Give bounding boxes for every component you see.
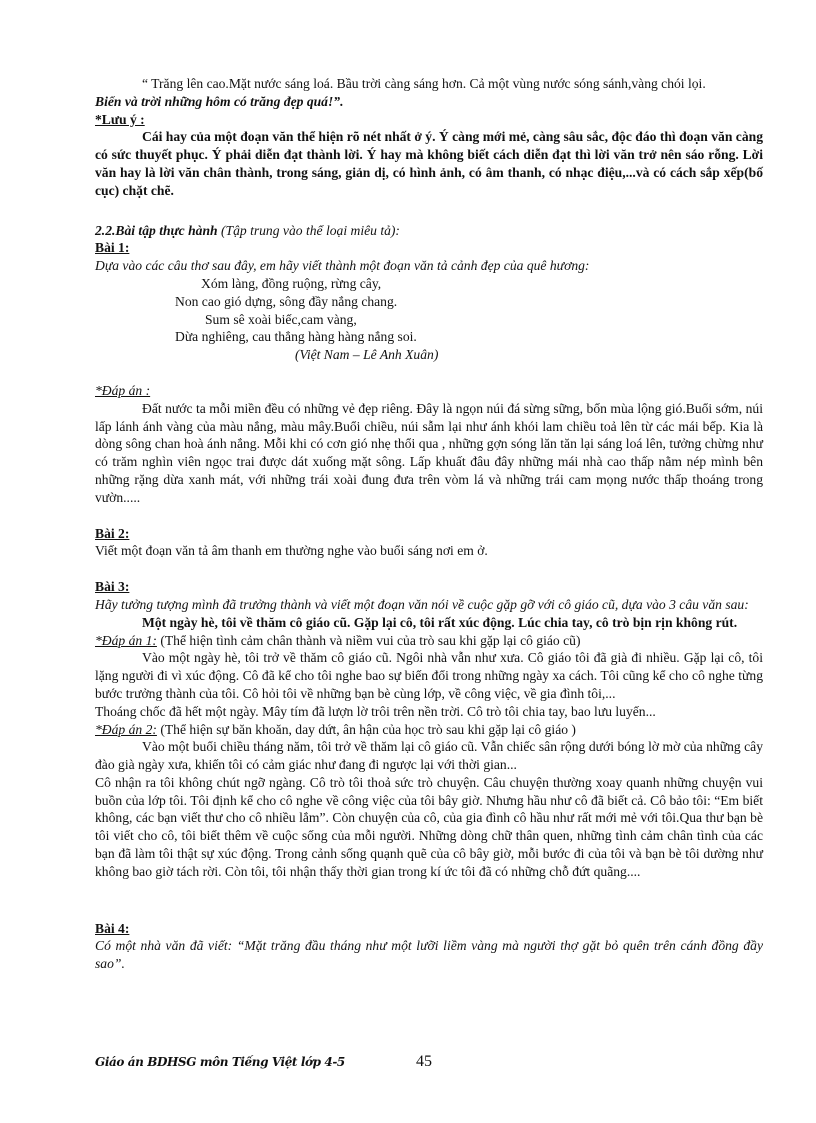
answer1-note: (Thể hiện tình cảm chân thành và niềm vui của trò sau khi gặp lại cô giáo cũ) bbox=[156, 632, 581, 648]
exercise4-label: Bài 4: bbox=[95, 920, 130, 936]
footer-title: Giáo án BDHSG môn Tiếng Việt lớp 4-5 bbox=[95, 1055, 345, 1069]
answer1-paragraph: Vào một ngày hè, tôi trở về thăm cô giáo cũ. Ngôi nhà vẫn như xưa. Cô giáo tôi đã già đi nhiều. Gặp lại cô, tôi lặng người đi vì xúc động. Cô đã kể cho tôi nghe bao sự biến đổi trong những ngày xa cách. Tôi cũng kể cho cô nghe từng bước trưởng thành của tôi. Cô hỏi tôi về những bạn bè cùng lớp, về công việc, về gia đình tôi,... bbox=[95, 650, 763, 701]
page-footer bbox=[0, 1050, 816, 1078]
exercise3-answer1-heading bbox=[95, 632, 763, 650]
exercise3-label: Bài 3: bbox=[95, 579, 130, 595]
poem-line: Xóm làng, đồng ruộng, rừng cây, bbox=[201, 275, 382, 291]
exercise1-prompt: Dựa vào các câu thơ sau đây, em hãy viết thành một đoạn văn tả cảnh đẹp của quê hương: bbox=[95, 258, 590, 274]
intro-quote: “ Trăng lên cao.Mặt nước sáng loá. Bầu trời càng sáng hơn. Cả một vùng nước sóng sánh,vàng chói lọi. bbox=[142, 76, 706, 91]
section-heading bbox=[95, 222, 763, 240]
exercise3-answer2-heading bbox=[95, 721, 763, 739]
answer1-paragraph: Thoáng chốc đã hết một ngày. Mây tím đã lượn lờ trôi trên nền trời. Cô trò tôi chia tay, bao lưu luyến... bbox=[95, 703, 656, 719]
answer2-note: (Thể hiện sự băn khoăn, day dứt, ân hận của học trò sau khi gặp lại cô giáo ) bbox=[156, 721, 576, 737]
poem-source: (Việt Nam – Lê Anh Xuân) bbox=[295, 347, 439, 363]
note-label: *Lưu ý : bbox=[95, 111, 145, 127]
exercise1-poem bbox=[95, 275, 763, 364]
poem-line: Sum sê xoài biếc,cam vàng, bbox=[205, 311, 357, 327]
answer2-paragraph: Cô nhận ra tôi không chút ngỡ ngàng. Cô trò tôi thoả sức trò chuyện. Câu chuyện thường xoay quanh những chuyện vui buồn của lớp tôi. Tôi định kể cho cô nghe về công việc của tôi bây giờ. Nhưng hầu như cô đã biết cả. Cô bảo tôi: “Em biết không, các bạn viết thư cho cô nhiều lắm”. Còn chuyện của cô, của gia đình cô hầu như rất mới mẻ với tôi.Qua thư bạn bè tôi viết cho cô, tôi biết thêm về cuộc sống của mỗi người. Những dòng chữ thân quen, những tình cảm chân tình của các bạn đã làm tôi thật sự xúc động. Trong cảnh sống quạnh quẽ của cô bây giờ, mỗi bước đi của tôi và bạn bè tôi dường như không bao giờ tách rời. Còn tôi, tôi nhận thấy thời gian trong kí ức tôi đã có những chỗ đứt quãng.... bbox=[95, 774, 763, 879]
exercise3-prompt: Hãy tưởng tượng mình đã trưởng thành và viết một đoạn văn nói về cuộc gặp gỡ với cô giáo cũ, dựa vào 3 câu văn sau: bbox=[95, 596, 749, 612]
answer2-paragraph: Vào một buổi chiều tháng năm, tôi trở về thăm lại cô giáo cũ. Vẫn chiếc sân rộng dưới bóng lờ mờ của những cây đào già ngày xưa, khiến tôi có cảm giác như đang đi ngược lại với thời gian... bbox=[95, 739, 763, 773]
exercise3-sentences: Một ngày hè, tôi về thăm cô giáo cũ. Gặp lại cô, tôi rất xúc động. Lúc chia tay, cô trò bịn rịn không rút. bbox=[142, 614, 738, 630]
note-text: Cái hay của một đoạn văn thể hiện rõ nét nhất ở ý. Ý càng mới mẻ, càng sâu sắc, độc đáo thì đoạn văn càng có sức thuyết phục. Ý phải diễn đạt thành lời. Ý hay mà không biết cách diễn đạt thì lời văn trở nên sáo rỗng. Lời văn hay là lời văn chân thành, trong sáng, giản dị, có hình ảnh, có âm thanh, có nhạc điệu,...và có cách sắp xếp(bố cục) chặt chẽ. bbox=[95, 129, 763, 198]
exercise2-text: Viết một đoạn văn tả âm thanh em thường nghe vào buổi sáng nơi em ở. bbox=[95, 543, 488, 559]
section-subtitle: (Tập trung vào thể loại miêu tả): bbox=[217, 222, 400, 238]
section-title: 2.2.Bài tập thực hành bbox=[95, 222, 218, 238]
exercise1-answer: Đất nước ta mỗi miền đều có những vẻ đẹp riêng. Đây là ngọn núi đá sừng sững, bốn mùa lộng gió.Buổi sớm, núi lấp lánh ánh vàng của màu nắng, màu mây.Buổi chiều, núi sẫm lại như ánh khói lam chiều toả lên từ các mái bếp. Kia là dòng sông chan hoà ánh nắng. Mỗi khi có cơn gió nhẹ thổi qua , những gợn sóng lăn tăn lại sáng loá lên, tưởng chừng như có trăm nghìn viên ngọc trai được dát xuống mặt sông. Lấp khuất đâu đây những mái nhà cao thấp nằm nép mình bên những rặng dừa xanh mát, với những trái xoài đung đưa trên vòm lá và những trái cam mọng nước thấp thoáng trong vườn..... bbox=[95, 400, 763, 505]
poem-line: Dừa nghiêng, cau thẳng hàng hàng nắng soi. bbox=[175, 329, 417, 345]
intro-quote-end: Biển và trời những hôm có trăng đẹp quá!”. bbox=[95, 93, 344, 109]
exercise1-answer-label: *Đáp án : bbox=[95, 382, 151, 398]
exercise1-label: Bài 1: bbox=[95, 240, 130, 256]
page-number: 45 bbox=[416, 1053, 432, 1070]
exercise4-prompt: Có một nhà văn đã viết: “Mặt trăng đầu tháng như một lưỡi liềm vàng mà người thợ gặt bỏ quên trên cánh đồng đầy sao”. bbox=[95, 938, 763, 972]
answer1-label: *Đáp án 1: bbox=[95, 632, 157, 648]
answer2-label: *Đáp án 2: bbox=[95, 721, 157, 737]
exercise2-label: Bài 2: bbox=[95, 525, 130, 541]
poem-line: Non cao gió dựng, sông đầy nắng chang. bbox=[175, 293, 398, 309]
page-content bbox=[95, 75, 763, 973]
